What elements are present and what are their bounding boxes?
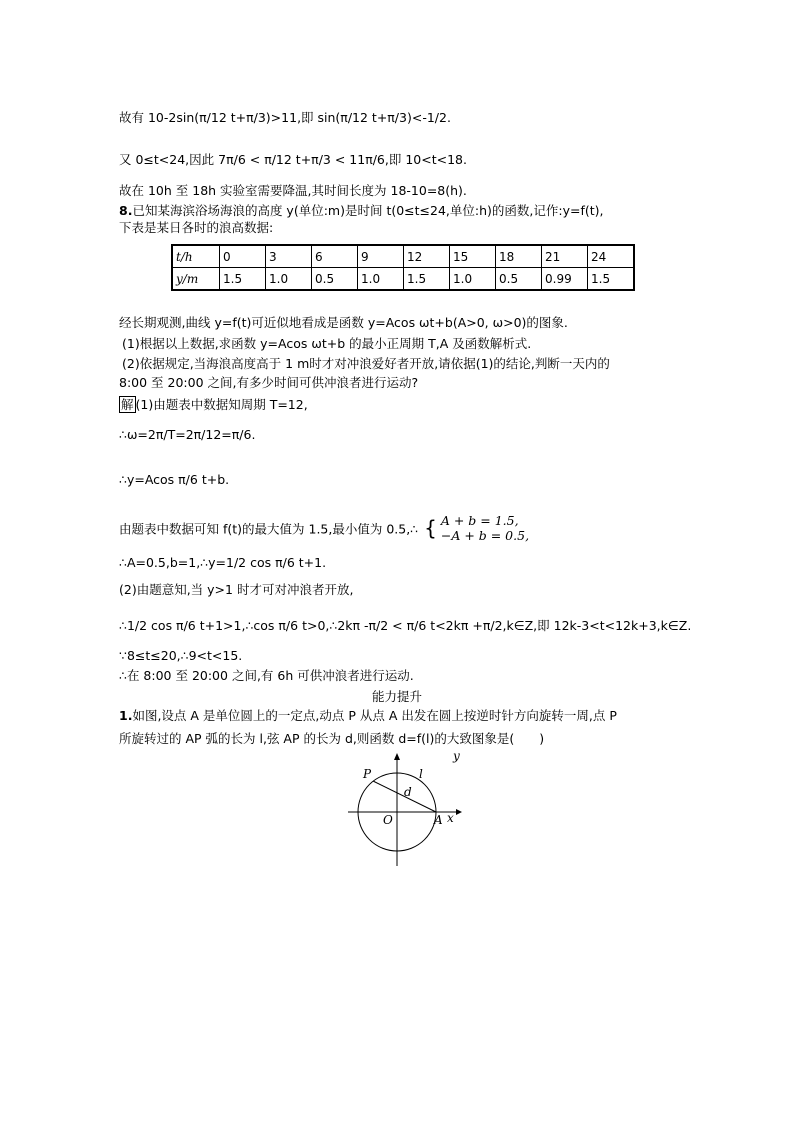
solution-line-6: (2)由题意知,当 y>1 时才可对冲浪者开放, <box>119 582 354 597</box>
brace-symbol: { <box>424 516 437 540</box>
table-cell: 1.0 <box>358 268 404 291</box>
equation-1: A + b = 1.5, <box>440 513 519 528</box>
table-cell: 12 <box>404 245 450 268</box>
question-8-text-a: 已知某海滨浴场海浪的高度 y(单位:m)是时间 t(0≤t≤24,单位:h)的函数,记作:y=f(t), <box>132 203 604 218</box>
table-header-t: t/h <box>172 245 220 268</box>
table-cell: 1.0 <box>450 268 496 291</box>
question-8-line-2: 下表是某日各时的浪高数据: <box>119 220 274 235</box>
solution-line-1 <box>119 397 308 413</box>
solution-line-8: ∵8≤t≤20,∴9<t<15. <box>119 648 243 663</box>
table-cell: 1.0 <box>266 268 312 291</box>
solution-text-4: 由题表中数据可知 f(t)的最大值为 1.5,最小值为 0.5,∴ <box>119 521 419 537</box>
label-p: P <box>363 767 372 781</box>
table-cell: 0.5 <box>496 268 542 291</box>
table-cell: 1.5 <box>588 268 635 291</box>
table-cell: 21 <box>542 245 588 268</box>
solution-line-4 <box>119 515 529 545</box>
table-cell: 6 <box>312 245 358 268</box>
section-title: 能力提升 <box>371 689 422 704</box>
line-conclusion-3: 故在 10h 至 18h 实验室需要降温,其时间长度为 18-10=8(h). <box>119 183 467 198</box>
solution-text-1: (1)由题表中数据知周期 T=12, <box>135 397 308 412</box>
table-row-y <box>172 268 634 291</box>
table-cell: 0.99 <box>542 268 588 291</box>
table-cell: 18 <box>496 245 542 268</box>
unit-circle-figure <box>340 748 470 868</box>
equation-2: −A + b = 0.5, <box>440 528 530 543</box>
line-conclusion-2: 又 0≤t<24,因此 7π/6 < π/12 t+π/3 < 11π/6,即 10<t<18. <box>119 152 467 167</box>
label-x: x <box>447 811 454 825</box>
x-axis-arrow-icon <box>456 809 462 815</box>
line-conclusion-1: 故有 10-2sin(π/12 t+π/3)>11,即 sin(π/12 t+π/3)<-1/2. <box>119 110 451 125</box>
table-cell: 0 <box>220 245 266 268</box>
table-cell: 3 <box>266 245 312 268</box>
table-cell: 0.5 <box>312 268 358 291</box>
part-2-text-a: (2)依据规定,当海浪高度高于 1 m时才对冲浪爱好者开放,请依据(1)的结论,判断一天内的 <box>122 356 610 371</box>
table-cell: 1.5 <box>220 268 266 291</box>
part-1-text: (1)根据以上数据,求函数 y=Acos ωt+b 的最小正周期 T,A 及函数解析式. <box>122 336 532 351</box>
label-l: l <box>419 767 423 781</box>
wave-height-table <box>171 244 635 291</box>
part-2-text-b: 8:00 至 20:00 之间,有多少时间可供冲浪者进行运动? <box>119 375 419 390</box>
solution-line-2: ∴ω=2π/T=2π/12=π/6. <box>119 427 256 442</box>
question-8-line-1 <box>119 203 604 219</box>
question-number: 1. <box>119 708 133 723</box>
question-1-text-a: 如图,设点 A 是单位圆上的一定点,动点 P 从点 A 出发在圆上按逆时针方向旋转一周,点 P <box>132 708 617 723</box>
solution-tag: 解 <box>121 397 134 412</box>
label-o: O <box>383 813 393 827</box>
question-1-line-1 <box>119 708 617 724</box>
equation-system <box>441 513 529 543</box>
table-cell: 24 <box>588 245 635 268</box>
y-axis-arrow-icon <box>394 753 400 760</box>
solution-line-3: ∴y=Acos π/6 t+b. <box>119 472 230 487</box>
label-y: y <box>453 749 460 763</box>
table-cell: 9 <box>358 245 404 268</box>
solution-line-9: ∴在 8:00 至 20:00 之间,有 6h 可供冲浪者进行运动. <box>119 668 414 683</box>
table-cell: 1.5 <box>404 268 450 291</box>
table-header-y: y/m <box>172 268 220 291</box>
solution-line-7: ∴1/2 cos π/6 t+1>1,∴cos π/6 t>0,∴2kπ -π/2 < π/6 t<2kπ +π/2,k∈Z,即 12k-3<t<12k+3,k∈Z. <box>119 618 692 633</box>
question-1-line-2: 所旋转过的 AP 弧的长为 l,弦 AP 的长为 d,则函数 d=f(l)的大致图象是( ) <box>119 731 545 746</box>
table-row-t <box>172 245 634 268</box>
label-a: A <box>434 813 443 827</box>
table-cell: 15 <box>450 245 496 268</box>
observation-text: 经长期观测,曲线 y=f(t)可近似地看成是函数 y=Acos ωt+b(A>0, ω>0)的图象. <box>119 315 568 330</box>
solution-line-5: ∴A=0.5,b=1,∴y=1/2 cos π/6 t+1. <box>119 555 327 570</box>
label-d: d <box>404 785 412 799</box>
question-number: 8. <box>119 203 133 218</box>
